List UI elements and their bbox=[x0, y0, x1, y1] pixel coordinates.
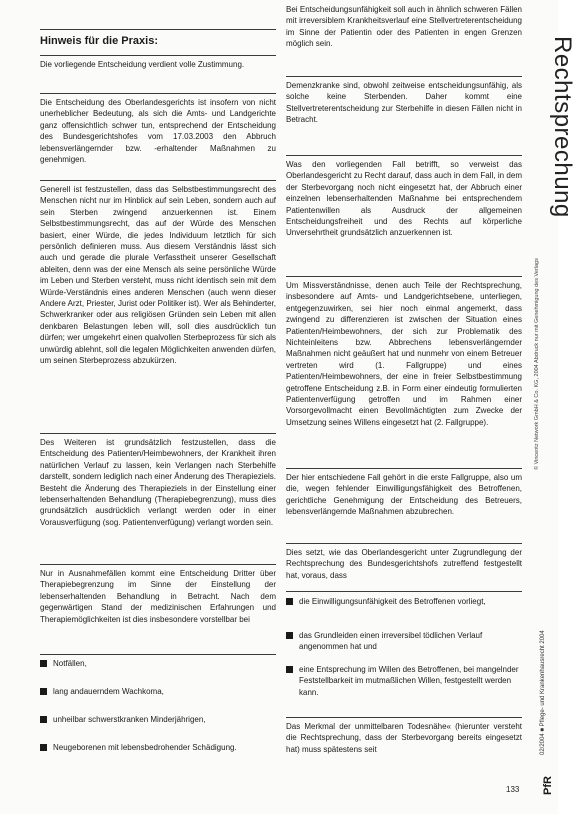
paragraph: Die Entscheidung des Oberlandesgerichts ist insofern von nicht unerheblicher Bedeutung, als sich die Amts- und Landgerichte ganz offensichtlich schwer tun, entsprechend der Entscheidung des Bundesgerichtshofes vom 17.03.2003 den Abbruch lebensverlängernder bzw. -erhaltender Maßnahmen zu genehmigen. bbox=[40, 98, 276, 165]
paragraph: Bei Entscheidungsunfähigkeit soll auch in ähnlich schweren Fällen mit irreversiblem Krankheitsverlauf eine Stellvertreterentscheidung im Sinne der Patientin oder des Patienten in engen Grenzen möglich sein. bbox=[286, 5, 522, 49]
divider bbox=[40, 433, 276, 434]
divider bbox=[286, 543, 522, 544]
divider bbox=[40, 93, 276, 94]
paragraph: Die vorliegende Entscheidung verdient volle Zustimmung. bbox=[40, 60, 245, 69]
square-bullet-icon bbox=[40, 744, 47, 751]
paragraph: Dies setzt, wie das Oberlandesgericht unter Zugrundlegung der Rechtsprechung des Bundesgerichtshofs zutreffend festgestellt hat, voraus, dass bbox=[286, 548, 522, 580]
journal-logo: PfR bbox=[542, 776, 554, 795]
section-title: Rechtsprechung bbox=[549, 36, 576, 218]
page-number: 133 bbox=[506, 785, 520, 794]
divider bbox=[40, 180, 276, 181]
divider bbox=[286, 468, 522, 469]
paragraph: Demenzkranke sind, obwohl zeitweise entscheidungsunfähig, als solche keine Sterbenden. Daher kommt eine Stellvertreterentscheidung zur Sterbehilfe in diesen Fällen nicht in Betracht. bbox=[286, 81, 522, 125]
paragraph: Des Weiteren ist grundsätzlich festzustellen, dass die Entscheidung des Patienten/Heimbewohners, der Krankheit ihren natürlichen Verlauf zu lassen, kein Verlangen nach Sterbehilfe darstellt, sondern lediglich nach einer Änderung des Therapieziels. Besteht die Änderung des Therapieziels in der Einstellung einer lebenserhaltenden Behandlung (Therapiebegrenzung), muss dies grundsätzlich ausdrücklich verlangt werden oder in einer Vorausverfügung (sog. Patientenverfügung) verlangt worden sein. bbox=[40, 438, 276, 527]
divider bbox=[286, 717, 522, 718]
square-bullet-icon bbox=[40, 660, 47, 667]
section-heading: Hinweis für die Praxis: bbox=[40, 35, 158, 47]
paragraph: Das Merkmal der unmittelbaren Todesnähe« (hierunter versteht die Rechtsprechung, dass der Sterbevorgang bereits eingesetzt hat) muss spätestens seit bbox=[286, 722, 522, 754]
divider bbox=[40, 29, 276, 30]
square-bullet-icon bbox=[286, 632, 293, 639]
divider bbox=[40, 564, 276, 565]
paragraph: Generell ist festzustellen, dass das Selbstbestimmungsrecht des Menschen nicht nur im Hinblick auf sein Leben, sondern auch auf sein Sterben zwingend anzuerkennen ist. Einem Selbstbestimmungsrecht, das auf der Würde des Menschen basiert, einer Würde, die jedes Individuum letztlich für sich persönlich definieren muss. Aus diesem Verständnis lässt sich auch und gerade die plurale Verfasstheit unserer Gesellschaft ableiten, denn was der eine Mensch als seine persönliche Würde im Leben und Sterben versteht, muss nicht identisch sein mit dem Würde-Verständnis eines anderen Menschen (auch wenn dieser Andere Arzt, Priester, Jurist oder Politiker ist). Wer als Behinderter, Schwerkranker oder aus religiösen Gründen sein Leben mit allen denkbaren Belastungen leben will, soll dies ausdrücklich tun dürfen; wer umgekehrt einen qualvollen Sterbeprozess für sich als unwürdig ablehnt, soll die legalen Möglichkeiten anwenden dürfen, um seinen Sterbeprozess abzukürzen. bbox=[40, 185, 276, 366]
document-page: Hinweis für die Praxis: Die vorliegende Entscheidung verdient volle Zustimmung. Die Entscheidung des Oberlandesgerichts ist insofern von nicht unerheblicher Bedeutung, als sich die Amts- und Landgerichte ganz offensichtlich schwer tun, entsprechend der Entscheidung des Bundesgerichtshofes vom 17.03.2003 den Abbruch lebensverlängernder bzw. -erhaltender Maßnahmen zu genehmigen. Generell ist festzustellen, dass das Selbstbestimmungsrecht des Menschen nicht nur im Hinblick auf sein Leben, sondern auch auf sein Sterben zwingend anzuerkennen ist. Einem Selbstbestimmungsrecht, das auf der Würde des Menschen basiert, einer Würde, die jedes Individuum letztlich für sich persönlich definieren muss. Aus diesem Verständnis lässt sich auch und gerade die plurale Verfasstheit unserer Gesellschaft ableiten, denn was der eine Mensch als seine persönliche Würde im Leben und Sterben versteht, muss nicht identisch sein mit dem Würde-Verständnis eines anderen Menschen (auch wenn dieser Andere Arzt, Priester, Jurist oder Politiker ist). Wer als Behinderter, Schwerkranker oder aus religiösen Gründen sein Leben mit allen denkbaren Belastungen leben will, soll dies ausdrücklich tun dürfen; wer umgekehrt einen qualvollen Sterbeprozess für sich als unwürdig ablehnt, soll die legalen Möglichkeiten anwenden dürfen, um seinen Sterbeprozess abzukürzen. Des Weiteren ist grundsätzlich festzustellen, dass die Entscheidung des Patienten/Heimbewohners, der Krankheit ihren natürlichen Verlauf zu lassen, kein Verlangen nach Sterbehilfe darstellt, sondern lediglich nach einer Änderung des Therapieziels. Besteht die Änderung des Therapieziels in der Einstellung einer lebenserhaltenden Behandlung (Therapiebegrenzung), muss dies grundsätzlich ausdrücklich verlangt werden oder in einer Vorausverfügung (sog. Patientenverfügung) verlangt worden sein. Nur in Ausnahmefällen kommt eine Entscheidung Dritter über Therapiebegrenzung im Sinne der Einstellung der lebenserhaltenden Behandlung in Betracht. Nach dem gegenwärtigen Stand der medizinischen Erfahrungen und Therapiemöglichkeiten ist dies insbesondere vorstellbar bei Notfällen, lang andauerndem Wachkoma, unheilbar schwerstkranken Minderjährigen, Neugeborenen mit lebensbedrohender Schädigung. Bei Entscheidungsunfähigkeit soll auch in ähnlich schweren Fällen mit irreversiblem Krankheitsverlauf eine Stellvertreterentscheidung im Sinne der Patientin oder des Patienten in engen Grenzen möglich sein. Demenzkranke sind, obwohl zeitweise entscheidungsunfähig, als solche keine Sterbenden. Daher kommt eine Stellvertreterentscheidung zur Sterbehilfe in diesen Fällen nicht in Betracht. Was den vorliegenden Fall betrifft, so verweist das Oberlandesgericht zu Recht darauf, dass auch in dem Fall, in dem der Sterbevorgang noch nicht eingesetzt hat, der Abbruch einer einzelnen lebenserhaltenden Maßnahme bei entsprechendem Patientenwillen als Ausdruck der allgemeinen Entscheidungsfreiheit und des Rechts auf körperliche Unversehrtheit grundsätzlich anzuerkennen ist. Um Missverständnisse, denen auch Teile der Rechtsprechung, insbesondere auf Amts- und Landgerichtsebene, unterliegen, entgegenzuwirken, sei hier noch einmal angemerkt, dass zwingend zu differenzieren ist zwischen der Situation eines Patienten/Heimbewohners, der sich zur Problematik des Nichteinleitens bzw. Abbrechens lebensverlängernder Maßnahmen nicht geäußert hat und nunmehr von einem Betreuer vertreten wird (1. Fallgruppe) und eines Patienten/Heimbewohners, der eine in freier Selbstbestimmung getroffene Entscheidung z.B. in Form einer eindeutig formulierten Patientenverfügung getroffen und im Rahmen einer Vorsorgevollmacht einen Bevollmächtigten zum Zwecke der Umsetzung seines Willens eingesetzt hat (2. Fallgruppe). Der hier entschiedene Fall gehört in die erste Fallgruppe, also um die, wegen fehlender Einwilligungsfähigkeit des Betroffenen, gerichtliche Genehmigung der Entscheidung des Betreuers, lebensverlängernde Maßnahmen abzubrechen. Dies setzt, wie das Oberlandesgericht unter Zugrundlegung der Rechtsprechung des Bundesgerichtshofs zutreffend festgestellt hat, voraus, dass die Einwilligungsunfähigkeit des Betroffenen vorliegt, das Grundleiden einen irreversibel tödlichen Verlauf angenommen hat und eine Entsprechung im Willen des Betroffenen, bei mangelnder Feststellbarkeit im mutmaßlichen Willen, festgestellt werden kann. Das Merkmal der unmittelbaren Todesnähe« (hierunter versteht die Rechtsprechung, dass der Sterbevorgang bereits eingesetzt hat) muss spätestens seit Rechtsprechung © Vincentz Network GmbH & Co. KG, 2004 Abdruck nur mit Genehmigung des Verlags 02/2004 ■ Pflege- und Krankenhausrecht 2004 PfR 133 bbox=[0, 0, 558, 814]
paragraph: Was den vorliegenden Fall betrifft, so verweist das Oberlandesgericht zu Recht darauf, dass auch in dem Fall, in dem der Sterbevorgang noch nicht eingesetzt hat, der Abbruch einer einzelnen lebenserhaltenden Maßnahme bei entsprechendem Patientenwillen als Ausdruck der allgemeinen Entscheidungsfreiheit und des Rechts auf körperliche Unversehrtheit grundsätzlich anzuerkennen ist. bbox=[286, 160, 522, 238]
divider bbox=[286, 591, 522, 592]
square-bullet-icon bbox=[286, 598, 293, 605]
square-bullet-icon bbox=[40, 716, 47, 723]
divider bbox=[40, 55, 276, 56]
divider bbox=[286, 276, 522, 277]
paragraph: Der hier entschiedene Fall gehört in die erste Fallgruppe, also um die, wegen fehlender Einwilligungsfähigkeit des Betroffenen, gerichtliche Genehmigung der Entscheidung des Betreuers, lebensverlängernde Maßnahmen abzubrechen. bbox=[286, 473, 522, 517]
divider bbox=[286, 155, 522, 156]
source-note: © Vincentz Network GmbH & Co. KG, 2004 Abdruck nur mit Genehmigung des Verlags bbox=[534, 258, 540, 470]
paragraph: Nur in Ausnahmefällen kommt eine Entscheidung Dritter über Therapiebegrenzung im Sinne der Einstellung der lebenserhaltenden Behandlung in Betracht. Nach dem gegenwärtigen Stand der medizinischen Erfahrungen und Therapiemöglichkeiten ist dies insbesondere vorstellbar bei bbox=[40, 569, 276, 624]
divider bbox=[40, 654, 276, 655]
paragraph: Um Missverständnisse, denen auch Teile der Rechtsprechung, insbesondere auf Amts- und Landgerichtsebene, unterliegen, entgegenzuwirken, sei hier noch einmal angemerkt, dass zwingend zu differenzieren ist zwischen der Situation eines Patienten/Heimbewohners, der sich zur Problematik des Nichteinleitens bzw. Abbrechens lebensverlängernder Maßnahmen nicht geäußert hat und nunmehr von einem Betreuer vertreten wird (1. Fallgruppe) und eines Patienten/Heimbewohners, der eine in freier Selbstbestimmung getroffene Entscheidung z.B. in Form einer eindeutig formulierten Patientenverfügung getroffen und im Rahmen einer Vorsorgevollmacht einen Bevollmächtigten zum Zwecke der Umsetzung seines Willens eingesetzt hat (2. Fallgruppe). bbox=[286, 281, 522, 427]
divider bbox=[286, 76, 522, 77]
journal-meta: 02/2004 ■ Pflege- und Krankenhausrecht 2004 bbox=[540, 630, 546, 755]
square-bullet-icon bbox=[286, 666, 293, 673]
square-bullet-icon bbox=[40, 688, 47, 695]
